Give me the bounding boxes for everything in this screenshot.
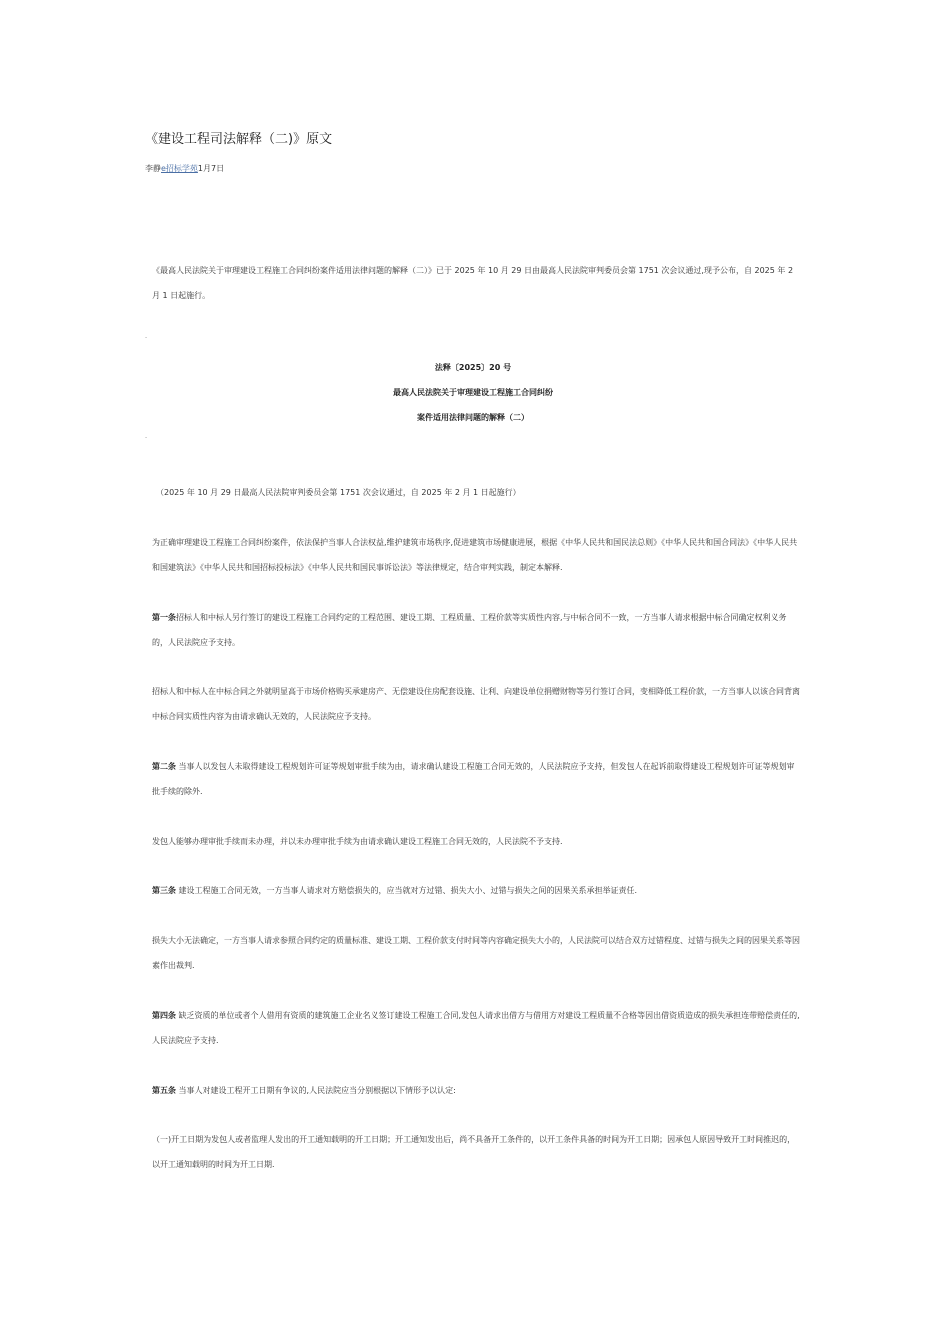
article-paragraph [152, 1078, 800, 1103]
doc-number: 法释〔2025〕20 号 [434, 363, 512, 372]
doc-heading-line1: 最高人民法院关于审理建设工程施工合同纠纷 [393, 388, 553, 397]
adoption-note: （2025 年 10 月 29 日最高人民法院审判委员会第 1751 次会议通过，自 2025 年 2 月 1 日起施行） [156, 488, 521, 497]
article-paragraph [152, 754, 800, 804]
article-text: 当事人以发包人未取得建设工程规划许可证等规划审批手续为由，请求确认建设工程施工合同无效的，人民法院应予支持，但发包人在起诉前取得建设工程规划许可证等规划审批手续的除外. [152, 762, 795, 796]
article-text: 招标人和中标人另行签订的建设工程施工合同约定的工程范围、建设工期、工程质量、工程价款等实质性内容,与中标合同不一致，一方当事人请求根据中标合同确定权利义务的，人民法院应予支持。 [152, 613, 787, 647]
source-link[interactable]: e招标学苑 [161, 164, 198, 173]
byline [145, 163, 224, 174]
article-paragraph [152, 1127, 800, 1177]
article-text: 建设工程施工合同无效，一方当事人请求对方赔偿损失的，应当就对方过错、损失大小、过错与损失之间的因果关系承担举证责任. [176, 886, 638, 895]
article-paragraph [152, 928, 800, 978]
publish-date: 1月7日 [197, 164, 225, 173]
article-text: 当事人对建设工程开工日期有争议的,人民法院应当分别根据以下情形予以认定: [176, 1086, 456, 1095]
article-label: 第三条 [152, 886, 176, 895]
article-paragraph [152, 605, 800, 655]
page-title: 《建设工程司法解释（二)》原文 [145, 132, 333, 147]
article-paragraph [152, 829, 800, 854]
article-text: 缺乏资质的单位或者个人借用有资质的建筑施工企业名义签订建设工程施工合同,发包人请求出借方与借用方对建设工程质量不合格等因出借资质造成的损失承担连带赔偿责任的,人民法院应予支持. [152, 1011, 800, 1045]
article-text: （一)开工日期为发包人或者监理人发出的开工通知载明的开工日期；开工通知发出后，尚不具备开工条件的，以开工条件具备的时间为开工日期；因承包人原因导致开工时间推迟的，以开工通知载明的时间为开工日期. [152, 1135, 796, 1169]
author-name: 李静 [145, 164, 161, 173]
article-paragraph [152, 878, 800, 903]
intro-paragraph: 《最高人民法院关于审理建设工程施工合同纠纷案件适用法律问题的解释（二）》已于 2025 年 10 月 29 日由最高人民法院审判委员会第 1751 次会议通过,现予公布，自 2025 年 2 月 1 日起施行。 [152, 266, 794, 300]
article-text: 发包人能够办理审批手续而未办理，并以未办理审批手续为由请求确认建设工程施工合同无效的，人民法院不予支持. [152, 837, 563, 846]
article-label: 第二条 [152, 762, 176, 771]
article-text: 招标人和中标人在中标合同之外就明显高于市场价格购买承建房产、无偿建设住房配套设施、让利、向建设单位捐赠财物等另行签订合同，变相降低工程价款，一方当事人以该合同背离中标合同实质性内容为由请求确认无效的，人民法院应予支持。 [152, 687, 800, 721]
article-paragraph [152, 679, 800, 729]
article-label: 第一条 [152, 613, 176, 622]
article-paragraph [152, 1003, 800, 1053]
separator-mark: - [145, 434, 148, 441]
article-label: 第五条 [152, 1086, 176, 1095]
article-label: 第四条 [152, 1011, 176, 1020]
doc-heading-line2: 案件适用法律问题的解释（二） [417, 413, 529, 422]
article-text: 损失大小无法确定，一方当事人请求参照合同约定的质量标准、建设工期、工程价款支付时间等内容确定损失大小的，人民法院可以结合双方过错程度、过错与损失之间的因果关系等因素作出裁判. [152, 936, 800, 970]
preamble-paragraph: 为正确审理建设工程施工合同纠纷案件，依法保护当事人合法权益,维护建筑市场秩序,促进建筑市场健康进展，根据《中华人民共和国民法总则》《中华人民共和国合同法》《中华人民共和国建筑法》《中华人民共和国招标投标法》《中华人民共和国民事诉讼法》等法律规定，结合审判实践，制定本解释. [152, 538, 798, 572]
separator-mark: - [145, 334, 148, 341]
